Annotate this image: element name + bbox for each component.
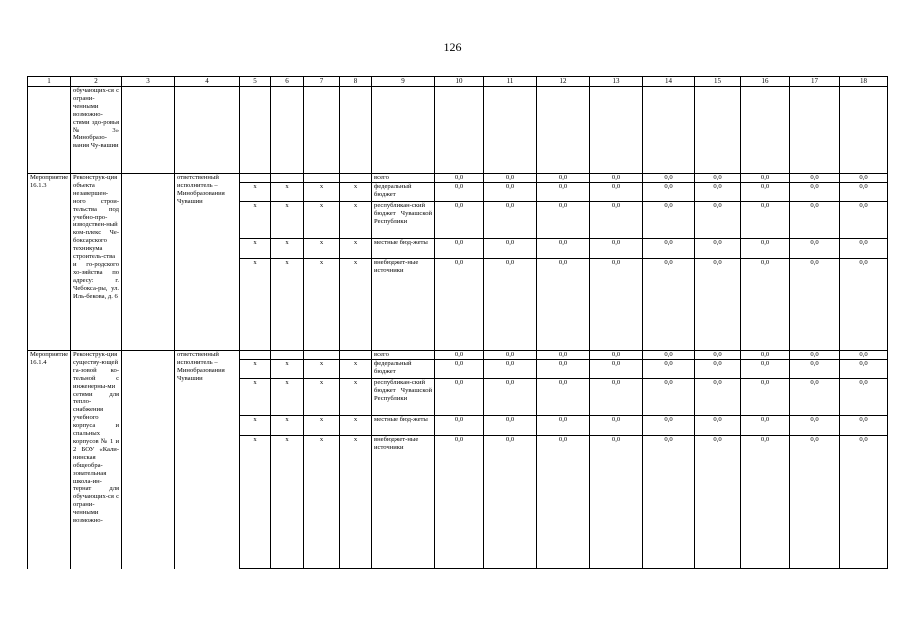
column-header: 9 xyxy=(372,77,435,87)
code-cell: х xyxy=(240,259,271,351)
value-cell: 0,0 xyxy=(643,379,695,416)
value-cell: 0,0 xyxy=(741,379,790,416)
measure-executor: ответственный исполнитель – Минобразования Чувашии xyxy=(175,351,240,569)
value-cell: 0,0 xyxy=(790,239,840,259)
value-cell: 0,0 xyxy=(590,202,643,239)
value-cell: 0,0 xyxy=(840,436,888,569)
value-cell: 0,0 xyxy=(435,436,484,569)
value-cell: 0,0 xyxy=(537,351,590,360)
value-cell: 0,0 xyxy=(840,351,888,360)
value-cell: 0,0 xyxy=(484,351,537,360)
code-cell: х xyxy=(271,436,304,569)
code-cell: х xyxy=(240,416,271,436)
value-cell: 0,0 xyxy=(741,416,790,436)
funding-source: всего xyxy=(372,174,435,183)
column-header: 12 xyxy=(537,77,590,87)
empty-cell xyxy=(590,87,643,174)
code-cell: х xyxy=(304,183,340,202)
value-cell: 0,0 xyxy=(537,379,590,416)
value-cell: 0,0 xyxy=(741,436,790,569)
value-cell: 0,0 xyxy=(435,174,484,183)
code-cell: х xyxy=(271,360,304,379)
value-cell: 0,0 xyxy=(643,239,695,259)
funding-source: федеральный бюджет xyxy=(372,183,435,202)
value-cell: 0,0 xyxy=(590,436,643,569)
value-cell: 0,0 xyxy=(790,436,840,569)
column-header: 5 xyxy=(240,77,271,87)
value-cell: 0,0 xyxy=(435,416,484,436)
value-cell: 0,0 xyxy=(695,416,741,436)
value-cell: 0,0 xyxy=(435,239,484,259)
value-cell: 0,0 xyxy=(537,202,590,239)
code-cell: х xyxy=(340,202,372,239)
value-cell: 0,0 xyxy=(790,174,840,183)
code-cell xyxy=(271,351,304,360)
empty-cell xyxy=(271,87,304,174)
column-header: 10 xyxy=(435,77,484,87)
code-cell: х xyxy=(304,436,340,569)
code-cell: х xyxy=(340,183,372,202)
value-cell: 0,0 xyxy=(537,239,590,259)
code-cell: х xyxy=(240,379,271,416)
page-number: 126 xyxy=(443,40,462,54)
column-header: 1 xyxy=(28,77,71,87)
empty-cell xyxy=(122,87,175,174)
value-cell: 0,0 xyxy=(590,259,643,351)
value-cell: 0,0 xyxy=(435,202,484,239)
column-header: 6 xyxy=(271,77,304,87)
value-cell: 0,0 xyxy=(435,183,484,202)
value-cell: 0,0 xyxy=(840,183,888,202)
value-cell: 0,0 xyxy=(695,183,741,202)
code-cell: х xyxy=(340,239,372,259)
funding-source: всего xyxy=(372,351,435,360)
value-cell: 0,0 xyxy=(484,416,537,436)
value-cell: 0,0 xyxy=(643,183,695,202)
value-cell: 0,0 xyxy=(484,436,537,569)
value-cell: 0,0 xyxy=(790,351,840,360)
continuation-row xyxy=(28,87,888,174)
value-cell: 0,0 xyxy=(741,351,790,360)
column-header: 15 xyxy=(695,77,741,87)
value-cell: 0,0 xyxy=(590,379,643,416)
code-cell: х xyxy=(304,379,340,416)
value-cell: 0,0 xyxy=(840,202,888,239)
empty-cell xyxy=(537,87,590,174)
measure-id: Мероприятие 16.1.3 xyxy=(28,174,71,351)
value-cell: 0,0 xyxy=(484,202,537,239)
empty-cell xyxy=(175,87,240,174)
code-cell xyxy=(240,351,271,360)
empty-cell xyxy=(304,87,340,174)
value-cell: 0,0 xyxy=(643,351,695,360)
column-header: 17 xyxy=(790,77,840,87)
value-cell: 0,0 xyxy=(790,202,840,239)
empty-cell xyxy=(840,87,888,174)
column-header: 7 xyxy=(304,77,340,87)
empty-cell xyxy=(122,351,175,569)
value-cell: 0,0 xyxy=(643,202,695,239)
code-cell: х xyxy=(304,259,340,351)
funding-source: местные бюд-жеты xyxy=(372,239,435,259)
value-cell: 0,0 xyxy=(435,379,484,416)
value-cell: 0,0 xyxy=(435,351,484,360)
empty-cell xyxy=(122,174,175,351)
value-cell: 0,0 xyxy=(484,360,537,379)
value-cell: 0,0 xyxy=(435,259,484,351)
value-cell: 0,0 xyxy=(643,174,695,183)
value-cell: 0,0 xyxy=(790,259,840,351)
code-cell: х xyxy=(271,379,304,416)
value-cell: 0,0 xyxy=(741,183,790,202)
empty-cell xyxy=(741,87,790,174)
column-header: 8 xyxy=(340,77,372,87)
column-header: 18 xyxy=(840,77,888,87)
funding-source: внебюджет-ные источники xyxy=(372,436,435,569)
value-cell: 0,0 xyxy=(695,202,741,239)
value-cell: 0,0 xyxy=(790,379,840,416)
empty-cell xyxy=(340,87,372,174)
value-cell: 0,0 xyxy=(840,360,888,379)
measure-id: Мероприятие 16.1.4 xyxy=(28,351,71,569)
value-cell: 0,0 xyxy=(741,360,790,379)
code-cell xyxy=(340,174,372,183)
code-cell: х xyxy=(304,416,340,436)
value-cell: 0,0 xyxy=(435,360,484,379)
measure-description: Реконструк-ция объекта незавершен-ного строи-тельства под учебно-про-изводствен-ный ком-плекс Че-боксарского техникума строитель-ства и го-родского хо-зяйства по адресу: г. Чебокса-ры, ул. Иль-бекова, д. 6 xyxy=(71,174,122,351)
code-cell: х xyxy=(271,183,304,202)
budget-table xyxy=(27,76,888,569)
value-cell: 0,0 xyxy=(590,183,643,202)
funding-source: федеральный бюджет xyxy=(372,360,435,379)
code-cell: х xyxy=(340,259,372,351)
code-cell: х xyxy=(271,239,304,259)
table-header-row xyxy=(28,77,888,87)
table-row xyxy=(28,351,888,360)
value-cell: 0,0 xyxy=(643,259,695,351)
empty-cell xyxy=(435,87,484,174)
column-header: 16 xyxy=(741,77,790,87)
value-cell: 0,0 xyxy=(840,416,888,436)
value-cell: 0,0 xyxy=(695,379,741,416)
measure-description: обучающих-ся с ограни-ченными возможно-стями здо-ровья № 3» Минобразо-вания Чу-вашии xyxy=(71,87,122,174)
empty-cell xyxy=(790,87,840,174)
measure-executor: ответственный исполнитель – Минобразования Чувашии xyxy=(175,174,240,351)
table-row xyxy=(28,174,888,183)
funding-source: республикан-ский бюджет Чувашской Республики xyxy=(372,379,435,416)
code-cell: х xyxy=(340,436,372,569)
column-header: 3 xyxy=(122,77,175,87)
value-cell: 0,0 xyxy=(537,174,590,183)
value-cell: 0,0 xyxy=(840,239,888,259)
code-cell xyxy=(304,174,340,183)
value-cell: 0,0 xyxy=(537,416,590,436)
value-cell: 0,0 xyxy=(840,379,888,416)
code-cell: х xyxy=(304,202,340,239)
column-header: 13 xyxy=(590,77,643,87)
funding-source: местные бюд-жеты xyxy=(372,416,435,436)
code-cell: х xyxy=(304,239,340,259)
code-cell xyxy=(304,351,340,360)
value-cell: 0,0 xyxy=(537,360,590,379)
value-cell: 0,0 xyxy=(790,360,840,379)
funding-source: республикан-ский бюджет Чувашской Республики xyxy=(372,202,435,239)
value-cell: 0,0 xyxy=(590,351,643,360)
empty-cell xyxy=(643,87,695,174)
code-cell xyxy=(271,174,304,183)
value-cell: 0,0 xyxy=(537,436,590,569)
code-cell: х xyxy=(240,436,271,569)
value-cell: 0,0 xyxy=(484,259,537,351)
code-cell: х xyxy=(240,202,271,239)
value-cell: 0,0 xyxy=(695,174,741,183)
value-cell: 0,0 xyxy=(484,379,537,416)
value-cell: 0,0 xyxy=(695,259,741,351)
value-cell: 0,0 xyxy=(695,360,741,379)
code-cell: х xyxy=(271,259,304,351)
value-cell: 0,0 xyxy=(643,436,695,569)
code-cell: х xyxy=(240,239,271,259)
empty-cell xyxy=(372,87,435,174)
value-cell: 0,0 xyxy=(790,416,840,436)
code-cell: х xyxy=(340,416,372,436)
code-cell xyxy=(240,174,271,183)
value-cell: 0,0 xyxy=(741,239,790,259)
funding-source: внебюджет-ные источники xyxy=(372,259,435,351)
empty-cell xyxy=(28,87,71,174)
value-cell: 0,0 xyxy=(643,416,695,436)
code-cell: х xyxy=(340,360,372,379)
value-cell: 0,0 xyxy=(590,239,643,259)
column-header: 4 xyxy=(175,77,240,87)
value-cell: 0,0 xyxy=(840,259,888,351)
code-cell: х xyxy=(271,416,304,436)
value-cell: 0,0 xyxy=(484,183,537,202)
value-cell: 0,0 xyxy=(695,436,741,569)
code-cell: х xyxy=(271,202,304,239)
column-header: 2 xyxy=(71,77,122,87)
code-cell: х xyxy=(240,183,271,202)
value-cell: 0,0 xyxy=(537,183,590,202)
value-cell: 0,0 xyxy=(741,202,790,239)
code-cell: х xyxy=(304,360,340,379)
code-cell: х xyxy=(240,360,271,379)
value-cell: 0,0 xyxy=(643,360,695,379)
value-cell: 0,0 xyxy=(590,174,643,183)
value-cell: 0,0 xyxy=(695,351,741,360)
value-cell: 0,0 xyxy=(840,174,888,183)
value-cell: 0,0 xyxy=(537,259,590,351)
empty-cell xyxy=(240,87,271,174)
code-cell: х xyxy=(340,379,372,416)
measure-description: Реконструк-ция существу-ющей га-зовой ко-тельной с инженерны-ми сетями для тепло-снабжения учебного корпуса и спальных корпусов № 1 и 2 БОУ «Кали-нинская общеобра-зовательная школа-ин-тернат для обучающих-ся с ограни-ченными возможно- xyxy=(71,351,122,569)
value-cell: 0,0 xyxy=(695,239,741,259)
value-cell: 0,0 xyxy=(741,174,790,183)
value-cell: 0,0 xyxy=(484,239,537,259)
value-cell: 0,0 xyxy=(790,183,840,202)
empty-cell xyxy=(484,87,537,174)
value-cell: 0,0 xyxy=(590,416,643,436)
code-cell xyxy=(340,351,372,360)
value-cell: 0,0 xyxy=(590,360,643,379)
value-cell: 0,0 xyxy=(741,259,790,351)
value-cell: 0,0 xyxy=(484,174,537,183)
column-header: 14 xyxy=(643,77,695,87)
column-header: 11 xyxy=(484,77,537,87)
empty-cell xyxy=(695,87,741,174)
